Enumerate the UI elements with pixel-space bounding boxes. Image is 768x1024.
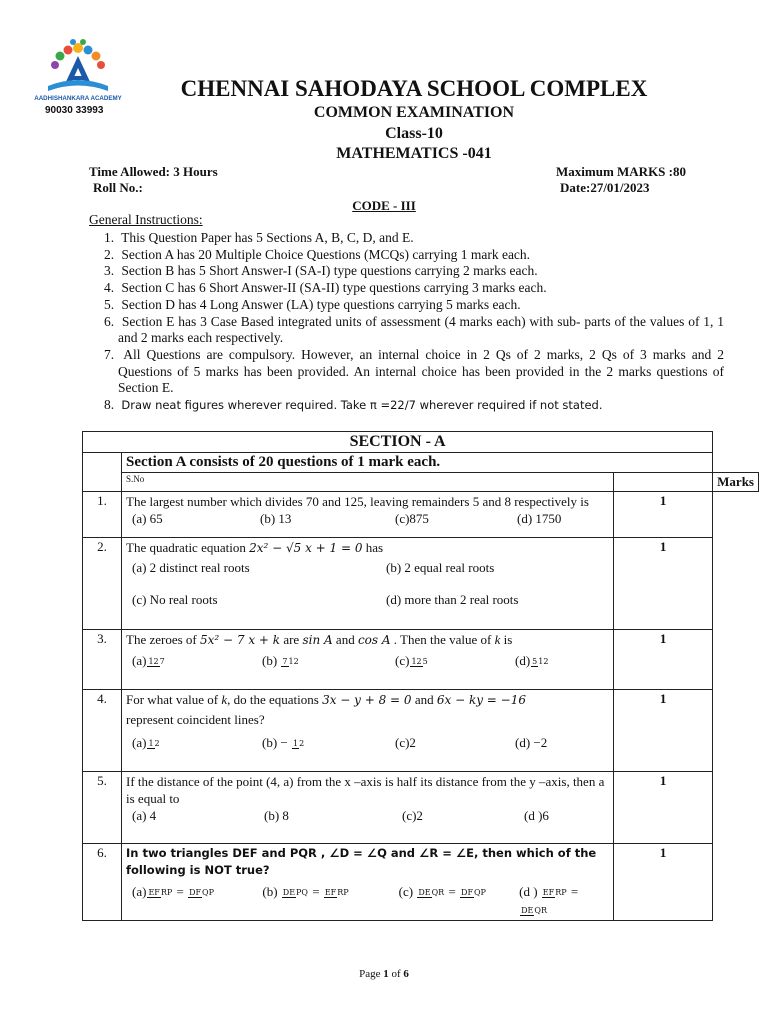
instruction-item: 4. Section C has 6 Short Answer-II (SA-II) type questions carrying 3 marks each. [104, 280, 547, 296]
option-d: (d ) EFRP = DEQR [519, 884, 579, 916]
question-stem: For what value of k, do the equations 3x − y + 8 = 0 and 6x − ky = −16 [126, 692, 527, 707]
question-stem: In two triangles DEF and PQR , ∠D = ∠Q and ∠R = ∠E, then which of the following is NOT true? [126, 846, 597, 877]
paper-code-label: CODE - III [352, 198, 416, 213]
option-a: (a) 4 [132, 808, 157, 823]
instruction-item: 7. All Questions are compulsory. However, an internal choice in 2 Qs of 2 marks, 2 Qs of 3 marks and 2 Questions of 5 marks has been provided. An internal choice has been provided in the 2 marks questions of Section E. [104, 346, 724, 396]
roll-no: Roll No.: [93, 180, 143, 195]
question-number: 6. [83, 844, 122, 921]
question-marks: 1 [614, 492, 713, 538]
option-a: (a) EFRP = DFQP [132, 884, 214, 899]
question-marks: 1 [614, 772, 713, 844]
question-stem: The quadratic equation 2x² − √5 x + 1 = 0 has [126, 540, 384, 555]
option-b: (b) 8 [264, 808, 289, 823]
option-d: (d) more than 2 real roots [386, 592, 519, 607]
question-stem: If the distance of the point (4, a) from the x –axis is half its distance from the y –axis, then a is equal to [126, 774, 605, 806]
option-d: (d) 1750 [517, 511, 562, 526]
time-allowed: Time Allowed: 3 Hours [89, 164, 218, 179]
option-c: (c)875 [395, 511, 429, 526]
question-marks: 1 [614, 630, 713, 690]
option-b: (b) DEPQ = EFRP [262, 884, 349, 899]
sno-header: S.No [122, 473, 614, 492]
logo-text: AADHISHANKARA ACADEMY [34, 95, 122, 102]
option-a: (a) 127 [132, 653, 165, 668]
marks-header: Marks [713, 473, 759, 492]
option-c: (c)2 [402, 808, 423, 823]
phone-number: 90030 33993 [45, 105, 104, 116]
option-d: (d )6 [524, 808, 549, 823]
instruction-item: 8. Draw neat figures wherever required. Take π =22/7 wherever required if not stated. [104, 397, 603, 413]
option-b: (b) 712 [262, 653, 299, 668]
option-d: (d) −2 [515, 735, 548, 750]
question-marks: 1 [614, 690, 713, 772]
question-number: 1. [83, 492, 122, 538]
instructions-list [104, 230, 724, 414]
exam-date: Date:27/01/2023 [560, 180, 650, 195]
instruction-item: 6. Section E has 3 Case Based integrated units of assessment (4 marks each) with sub- parts of the values of 1, 1 and 2 marks each respectively. [104, 313, 725, 346]
instructions-title: General Instructions: [89, 212, 203, 227]
option-c: (c) No real roots [132, 592, 218, 607]
instruction-item: 1. This Question Paper has 5 Sections A, B, C, D, and E. [104, 230, 414, 245]
total-pages: 6 [403, 968, 409, 980]
option-b: (b) 13 [260, 511, 292, 526]
equation: 2x² − √5 x + 1 = 0 [249, 541, 363, 555]
option-d: (d) 512 [515, 653, 549, 668]
option-a: (a) 65 [132, 511, 163, 526]
option-c: (c)2 [395, 735, 416, 750]
question-row [83, 538, 759, 630]
question-row [83, 690, 759, 772]
question-number: 5. [83, 772, 122, 844]
section-a-table [82, 431, 759, 921]
option-b: (b) 2 equal real roots [386, 560, 495, 575]
school-name: CHENNAI SAHODAYA SCHOOL COMPLEX [180, 76, 648, 101]
option-b: (b) − 12 [262, 735, 305, 750]
option-c: (c) DEQR = DFQP [398, 884, 486, 899]
class-label: Class-10 [385, 125, 443, 142]
option-c: (c) 125 [395, 653, 428, 668]
section-description: Section A consists of 20 questions of 1 mark each. [122, 453, 713, 473]
question-row [83, 772, 759, 844]
question-row [83, 844, 759, 921]
section-title: SECTION - A [83, 432, 713, 453]
question-number: 2. [83, 538, 122, 630]
current-page: 1 [383, 968, 389, 980]
instruction-item: 5. Section D has 4 Long Answer (LA) type questions carrying 5 marks each. [104, 296, 521, 312]
question-number: 4. [83, 690, 122, 772]
option-a: (a) 12 [132, 735, 160, 750]
question-marks: 1 [614, 844, 713, 921]
max-marks: Maximum MARKS :80 [556, 164, 686, 179]
exam-title: COMMON EXAMINATION [313, 104, 515, 121]
subject-label: MATHEMATICS -041 [336, 145, 492, 162]
instruction-item: 2. Section A has 20 Multiple Choice Questions (MCQs) carrying 1 mark each. [104, 246, 531, 262]
question-marks: 1 [614, 538, 713, 630]
option-a: (a) 2 distinct real roots [132, 560, 250, 575]
page-footer: Page 1 of 6 [359, 968, 409, 980]
question-row [83, 630, 759, 690]
question-stem: The zeroes of 5x² − 7 x + k are sin A and cos A . Then the value of k is [126, 632, 513, 647]
instruction-item: 3. Section B has 5 Short Answer-I (SA-I) type questions carrying 2 marks each. [104, 263, 538, 279]
question-stem: The largest number which divides 70 and 125, leaving remainders 5 and 8 respectively is [126, 494, 589, 509]
question-stem-line2: represent coincident lines? [126, 712, 265, 727]
question-row [83, 492, 759, 538]
question-number: 3. [83, 630, 122, 690]
